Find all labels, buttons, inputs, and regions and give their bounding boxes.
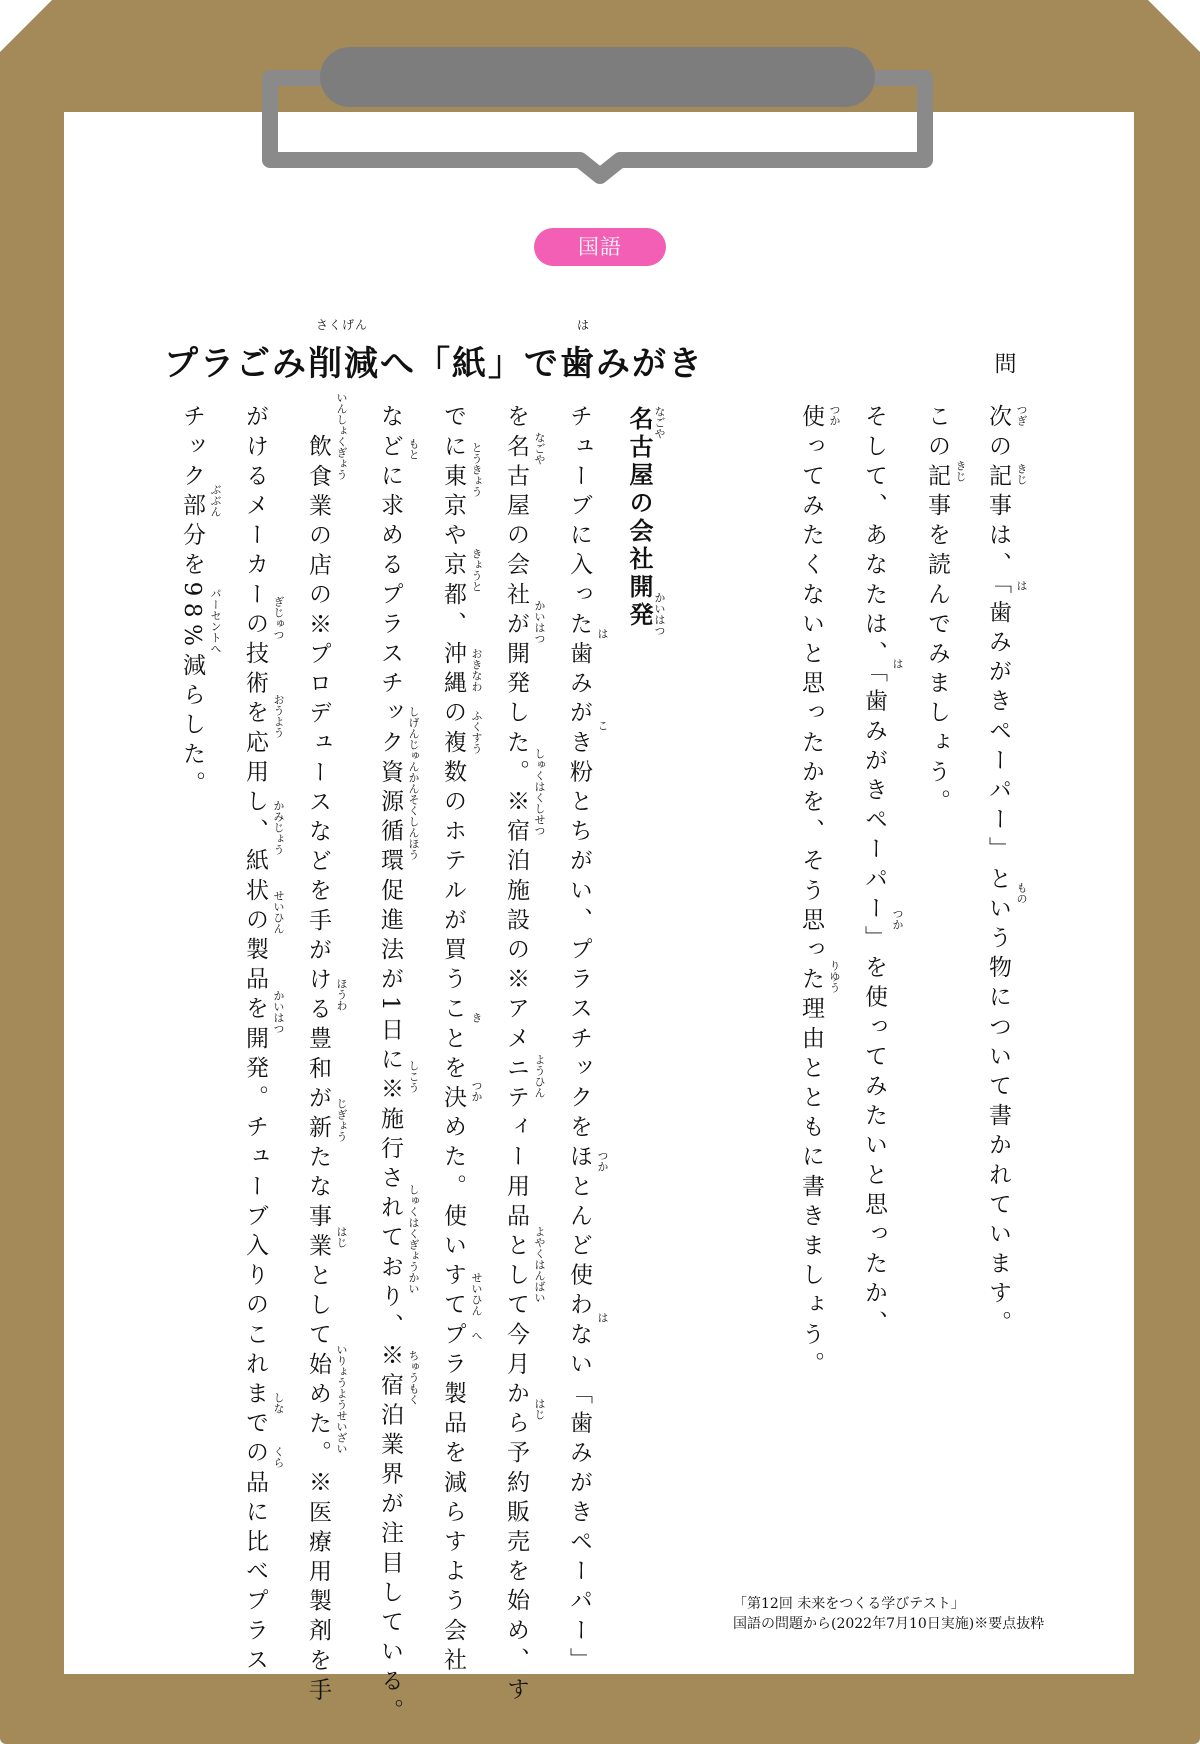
article-line: 飲食業の店の※プロデュースなどを手がける豊和が新たな事業として始めた。※医療用製剤を手 — [305, 434, 331, 1707]
source-citation — [733, 1594, 1133, 1634]
ruby: ぶぶん — [209, 484, 222, 517]
ruby: へ — [470, 1330, 483, 1341]
article-line: チューブに入った歯みがき粉とちがい、プラスチックをほとんど使わない「歯みがきペーパー」 — [566, 404, 592, 1677]
ruby: なごや — [653, 406, 666, 439]
ruby: かいはつ — [533, 600, 546, 644]
clip-icon — [0, 0, 1200, 200]
ruby: さくげん — [316, 318, 369, 332]
ruby: おきなわ — [470, 648, 483, 692]
article-line: がけるメーカーの技術を応用し、紙状の製品を開発。チューブ入りのこれまでの品に比べプラス — [242, 404, 268, 1677]
ruby: きじ — [954, 460, 967, 482]
ruby: おうよう — [272, 694, 285, 738]
question-line: そして、あなたは、「歯みがきペーパー」を使ってみたいと思ったか、 — [861, 404, 887, 1340]
article-line: を名古屋の会社が開発した。※宿泊施設の※アメニティー用品として今月から予約販売を始め、す — [503, 404, 529, 1707]
ruby: はじ — [335, 1226, 348, 1248]
ruby: かいはつ — [653, 592, 666, 636]
ruby: つぎ — [1015, 404, 1028, 426]
ruby: きじ — [1015, 463, 1028, 485]
ruby: かみじょう — [272, 800, 285, 855]
ruby: せいひん — [272, 890, 285, 934]
ruby: じぎょう — [335, 1098, 348, 1142]
ruby: は — [596, 1312, 609, 1323]
ruby: いんしょくぎょう — [335, 392, 348, 480]
ruby: は — [596, 628, 609, 639]
ruby: とうきょう — [470, 442, 483, 497]
ruby: くら — [272, 1446, 285, 1468]
ruby: は — [1015, 580, 1028, 591]
ruby: もの — [1015, 882, 1028, 904]
article-line: でに東京や京都、沖縄の複数のホテルが買うことを決めた。使いすてプラ製品を減らすよう会社 — [440, 404, 466, 1677]
ruby: き — [470, 1012, 483, 1023]
ruby: かいはつ — [272, 990, 285, 1034]
ruby: つか — [891, 908, 904, 930]
ruby: よやくはんばい — [533, 1226, 546, 1303]
ruby: ふくすう — [470, 710, 483, 754]
ruby: パーセントへ — [209, 588, 222, 654]
ruby: いりょうようせいざい — [335, 1344, 348, 1454]
ruby: しゅくはくぎょうかい — [407, 1184, 420, 1294]
ruby: ほうわ — [335, 978, 348, 1011]
ruby: つか — [596, 1150, 609, 1172]
question-line: この記事を読んでみましょう。 — [924, 404, 950, 819]
ruby: ようひん — [533, 1054, 546, 1098]
source-line: 「第12回 未来をつくる学びテスト」 — [733, 1596, 965, 1612]
headline: プラごみ削減へ「紙」で歯みがき — [164, 344, 704, 384]
article-line: チック部分を98%減らした。 — [179, 404, 205, 801]
ruby: はじ — [533, 1398, 546, 1420]
ruby: りゆう — [828, 960, 841, 993]
article-line: などに求めるプラスチック資源循環促進法が1日に※施行されており、※宿泊業界が注目している。 — [377, 404, 403, 1728]
ruby: は — [891, 658, 904, 669]
ruby: きょうと — [470, 548, 483, 592]
question-label: 問 — [991, 352, 1016, 374]
ruby: ぎじゅつ — [272, 596, 285, 640]
ruby: しげんじゅんかんそくしんほう — [407, 706, 420, 860]
ruby: もと — [407, 438, 420, 460]
ruby: せいひん — [470, 1272, 483, 1316]
ruby: こ — [596, 720, 609, 731]
subject-tag: 国語 — [534, 228, 666, 266]
ruby: つか — [470, 1080, 483, 1102]
ruby: しな — [272, 1392, 285, 1414]
question-line: 使ってみたくないと思ったかを、そう思った理由とともに書きましょう。 — [798, 404, 824, 1381]
ruby: しゅくはくしせつ — [533, 748, 546, 836]
ruby: ちゅうもく — [407, 1350, 420, 1405]
ruby: は — [577, 318, 591, 332]
article-subheading: 名古屋の会社開発 — [625, 406, 653, 630]
ruby: なごや — [533, 432, 546, 465]
ruby: しこう — [407, 1060, 420, 1093]
ruby: つか — [828, 404, 841, 426]
question-line: 次の記事は、「歯みがきペーパー」という物について書かれています。 — [985, 404, 1011, 1340]
source-line: 国語の問題から(2022年7月10日実施)※要点抜粋 — [733, 1616, 1045, 1632]
